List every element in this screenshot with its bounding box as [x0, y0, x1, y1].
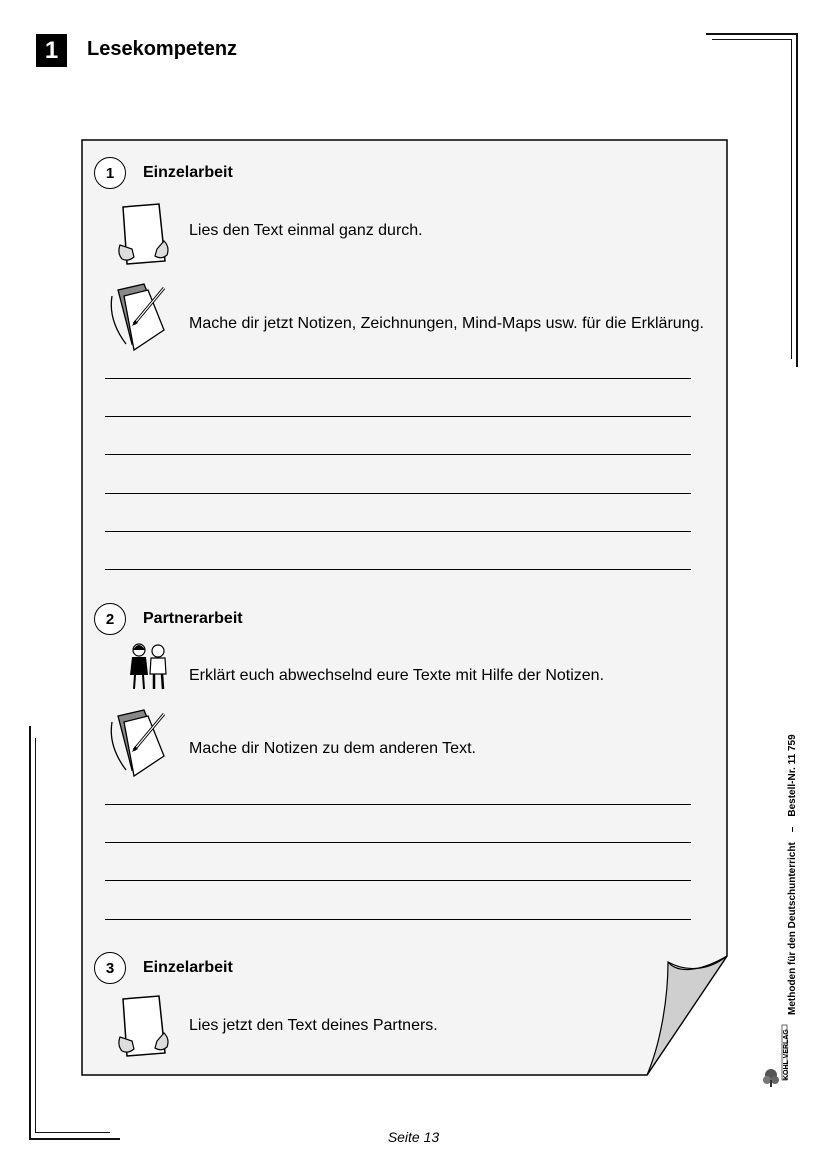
reading-sheet-icon — [117, 203, 173, 267]
step-1-label: Einzelarbeit — [143, 164, 233, 181]
step-1-circle: 1 — [94, 157, 126, 189]
writing-line[interactable] — [105, 842, 691, 843]
chapter-number: 1 — [44, 36, 59, 64]
page-number: Seite 13 — [387, 1129, 440, 1145]
writing-line[interactable] — [105, 569, 691, 570]
side-publication-info — [787, 734, 798, 1015]
side-title: Methoden für den Deutschunterricht — [787, 842, 798, 1015]
task-make-notes: Mache dir jetzt Notizen, Zeichnungen, Mind-Maps usw. für die Erklärung. — [189, 315, 704, 332]
writing-line[interactable] — [105, 919, 691, 920]
notepad-pencil-icon — [108, 708, 172, 780]
side-separator: – — [787, 826, 798, 833]
task-read-text: Lies den Text einmal ganz durch. — [189, 222, 423, 239]
publisher-name: KOHL VERLAG — [783, 1029, 790, 1080]
writing-line[interactable] — [105, 454, 691, 455]
writing-line[interactable] — [105, 880, 691, 881]
notepad-pencil-icon — [108, 282, 172, 354]
writing-line[interactable] — [105, 531, 691, 532]
writing-line[interactable] — [105, 493, 691, 494]
writing-line[interactable] — [105, 804, 691, 805]
step-3-circle: 3 — [94, 952, 126, 984]
writing-line[interactable] — [105, 416, 691, 417]
page-title: Lesekompetenz — [87, 38, 238, 60]
task-read-partner-text: Lies jetzt den Text deines Partners. — [189, 1017, 438, 1034]
task-explain-texts: Erklärt euch abwechselnd eure Texte mit Hilfe der Notizen. — [189, 667, 605, 684]
reading-sheet-icon — [117, 995, 173, 1059]
two-children-icon — [126, 643, 172, 693]
writing-line[interactable] — [105, 378, 691, 379]
side-order-number: Bestell-Nr. 11 759 — [787, 734, 798, 817]
task-notes-other-text: Mache dir Notizen zu dem anderen Text. — [189, 740, 476, 757]
step-2-circle: 2 — [94, 603, 126, 635]
publisher-logo — [762, 1020, 792, 1088]
step-2-label: Partnerarbeit — [143, 610, 243, 627]
step-3-label: Einzelarbeit — [143, 959, 233, 976]
